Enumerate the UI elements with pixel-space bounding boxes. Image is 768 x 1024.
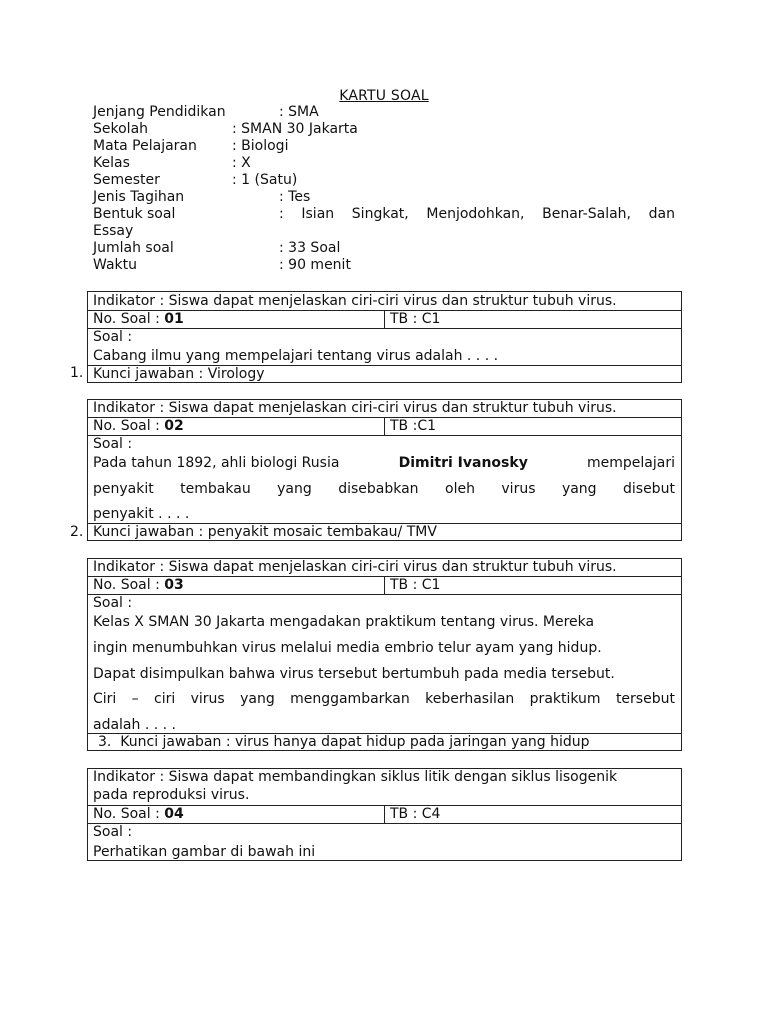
jenis-tagihan-label: Jenis Tagihan	[93, 189, 185, 205]
semester-value: : 1 (Satu)	[232, 172, 298, 188]
word: dan	[648, 206, 675, 222]
bentuk-soal-value	[279, 206, 675, 223]
word: menggambarkan	[290, 691, 410, 707]
kunci-row	[88, 734, 681, 751]
question-card-1	[87, 291, 682, 383]
waktu-label: Waktu	[93, 257, 137, 273]
kunci-row	[88, 366, 681, 383]
jumlah-soal-value: : 33 Soal	[279, 240, 341, 256]
no-soal-value: 01	[164, 311, 184, 327]
soal-line-4	[93, 691, 675, 707]
page-title: KARTU SOAL	[339, 88, 429, 104]
soal-label: Soal :	[93, 329, 133, 345]
semester-label: Semester	[93, 172, 160, 188]
list-number: 2.	[70, 524, 84, 540]
soal-bold-name: Dimitri Ivanosky	[398, 455, 528, 471]
no-soal-row	[88, 577, 681, 595]
soal-text: Pada tahun 1892, ahli biologi Rusia	[93, 455, 340, 471]
word: –	[131, 691, 139, 707]
jenis-tagihan-value: : Tes	[279, 189, 311, 205]
indikator-line-1: Indikator : Siswa dapat membandingkan siklus litik dengan siklus lisogenik	[93, 769, 618, 785]
no-soal-cell	[88, 311, 184, 328]
no-soal-cell	[88, 418, 184, 435]
tb-cell: TB :C1	[390, 418, 437, 434]
kunci-row	[88, 524, 681, 541]
word: tersebut	[615, 691, 675, 707]
indikator-text: Indikator : Siswa dapat menjelaskan ciri-ciri virus dan struktur tubuh virus.	[93, 400, 617, 416]
soal-text: Perhatikan gambar di bawah ini	[93, 844, 316, 860]
kelas-value: : X	[232, 155, 251, 171]
jumlah-soal-label: Jumlah soal	[93, 240, 174, 256]
list-number: 3.	[98, 734, 112, 750]
indikator-text: Indikator : Siswa dapat menjelaskan ciri-ciri virus dan struktur tubuh virus.	[93, 559, 617, 575]
soal-line-1: Kelas X SMAN 30 Jakarta mengadakan praktikum tentang virus. Mereka	[93, 614, 595, 630]
sekolah-value: : SMAN 30 Jakarta	[232, 121, 358, 137]
word: tembakau	[180, 481, 251, 497]
bentuk-soal-continuation: Essay	[93, 223, 134, 239]
tb-cell: TB : C1	[390, 577, 441, 593]
question-card-2	[87, 399, 682, 541]
no-soal-cell	[88, 577, 184, 594]
soal-line-2: ingin menumbuhkan virus melalui media embrio telur ayam yang hidup.	[93, 640, 602, 656]
word: Benar-Salah,	[542, 206, 631, 222]
indikator-row	[88, 769, 681, 806]
word: Isian	[301, 206, 335, 222]
word: ciri	[154, 691, 176, 707]
kunci-jawaban: Kunci jawaban : virus hanya dapat hidup pada jaringan yang hidup	[120, 734, 590, 750]
soal-line-2	[93, 481, 675, 497]
no-soal-label: No. Soal :	[93, 806, 165, 822]
no-soal-cell	[88, 806, 184, 823]
tb-cell: TB : C4	[390, 806, 441, 822]
header-info	[93, 104, 675, 274]
no-soal-label: No. Soal :	[93, 577, 165, 593]
jenjang-label: Jenjang Pendidikan	[93, 104, 226, 120]
kunci-jawaban: Kunci jawaban : penyakit mosaic tembakau/ TMV	[93, 524, 437, 540]
word: keberhasilan	[425, 691, 515, 707]
word: yang	[561, 481, 597, 497]
word: praktikum	[529, 691, 601, 707]
list-number: 1.	[70, 365, 84, 381]
sekolah-label: Sekolah	[93, 121, 149, 137]
word: Singkat,	[351, 206, 409, 222]
soal-row	[88, 595, 681, 734]
question-card-3	[87, 558, 682, 751]
kunci-jawaban: Kunci jawaban : Virology	[93, 366, 265, 382]
word: yang	[240, 691, 275, 707]
no-soal-value: 04	[164, 806, 184, 822]
no-soal-label: No. Soal :	[93, 311, 165, 327]
no-soal-value: 02	[164, 418, 184, 434]
indikator-row	[88, 559, 681, 577]
no-soal-value: 03	[164, 577, 184, 593]
kelas-label: Kelas	[93, 155, 130, 171]
indikator-row	[88, 292, 681, 311]
soal-row	[88, 824, 681, 861]
mapel-value: : Biologi	[232, 138, 289, 154]
indikator-text: Indikator : Siswa dapat menjelaskan ciri-ciri virus dan struktur tubuh virus.	[93, 293, 617, 309]
word: virus	[190, 691, 225, 707]
word: disebabkan	[338, 481, 419, 497]
word: disebut	[623, 481, 675, 497]
kunci-cell	[88, 734, 590, 751]
soal-line-1	[93, 455, 675, 471]
no-soal-row	[88, 311, 681, 329]
no-soal-row	[88, 806, 681, 824]
waktu-value: : 90 menit	[279, 257, 351, 273]
soal-label: Soal :	[93, 595, 133, 611]
tb-cell: TB : C1	[390, 311, 441, 327]
no-soal-label: No. Soal :	[93, 418, 165, 434]
word: Ciri	[93, 691, 117, 707]
indikator-line-2: pada reproduksi virus.	[93, 787, 250, 803]
question-card-4	[87, 768, 682, 861]
soal-line-5: adalah . . . .	[93, 717, 176, 733]
word: oleh	[445, 481, 475, 497]
soal-label: Soal :	[93, 436, 133, 452]
no-soal-row	[88, 418, 681, 436]
soal-text: Cabang ilmu yang mempelajari tentang virus adalah . . . .	[93, 348, 499, 364]
word: penyakit	[93, 481, 154, 497]
word: Menjodohkan,	[426, 206, 525, 222]
soal-text: mempelajari	[587, 455, 675, 471]
soal-row	[88, 329, 681, 366]
jenjang-value: : SMA	[279, 104, 319, 120]
soal-line-3: Dapat disimpulkan bahwa virus tersebut bertumbuh pada media tersebut.	[93, 666, 615, 682]
indikator-row	[88, 400, 681, 418]
mapel-label: Mata Pelajaran	[93, 138, 197, 154]
word: :	[279, 206, 284, 222]
soal-line-3: penyakit . . . .	[93, 506, 190, 522]
bentuk-soal-label: Bentuk soal	[93, 206, 176, 222]
word: yang	[277, 481, 312, 497]
word: virus	[501, 481, 536, 497]
soal-label: Soal :	[93, 824, 133, 840]
soal-row	[88, 436, 681, 524]
